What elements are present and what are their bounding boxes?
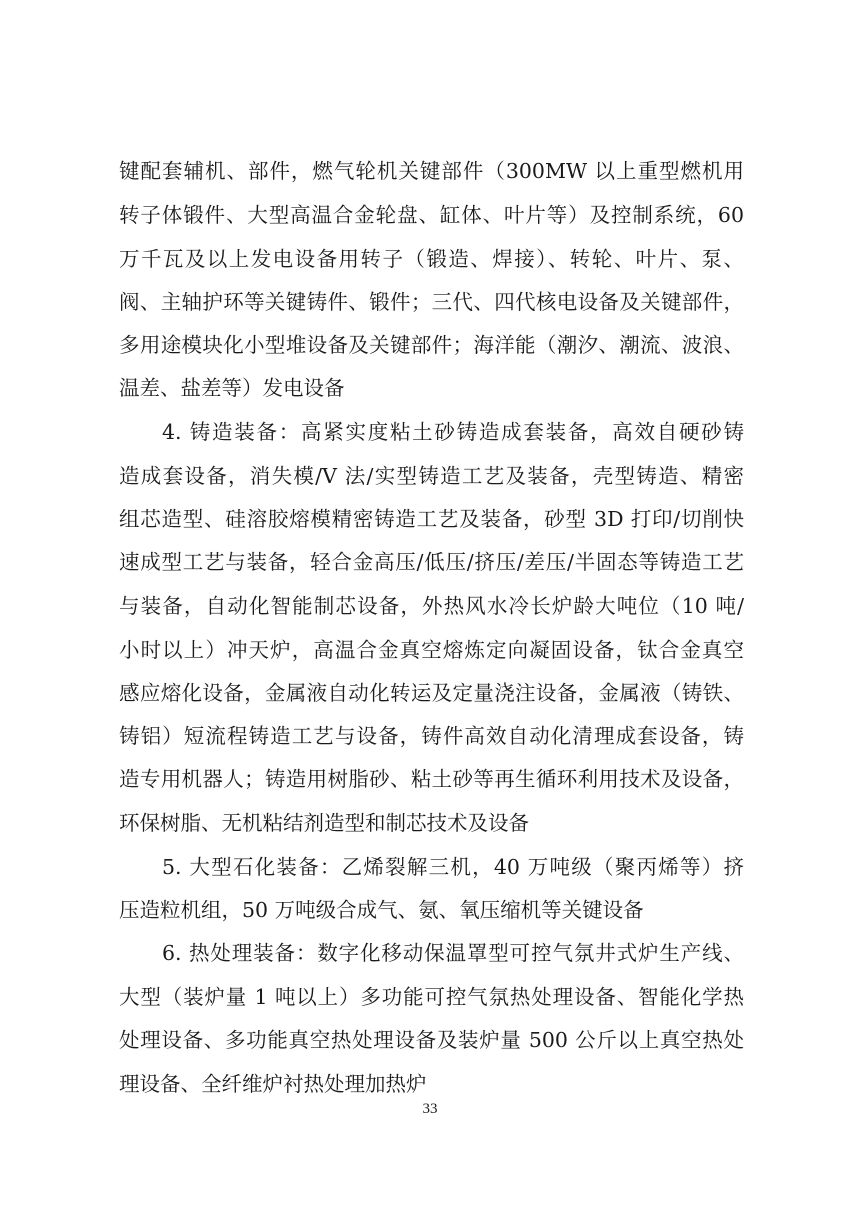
text-line: 与装备，自动化智能制芯设备，外热风水冷长炉龄大吨位（10 吨/ (119, 594, 744, 618)
text-line: 造成套设备，消失模/V 法/实型铸造工艺及装备，壳型铸造、精密 (119, 464, 744, 488)
text-line: 铸铝）短流程铸造工艺与设备，铸件高效自动化清理成套设备，铸 (119, 724, 744, 748)
text-line: 大型（装炉量 1 吨以上）多功能可控气氛热处理设备、智能化学热 (119, 985, 744, 1009)
text-line: 处理设备、多功能真空热处理设备及装炉量 500 公斤以上真空热处 (119, 1028, 744, 1052)
text-line: 组芯造型、硅溶胶熔模精密铸造工艺及装备，砂型 3D 打印/切削快 (119, 507, 744, 531)
text-line: 理设备、全纤维炉衬热处理加热炉 (119, 1072, 427, 1096)
paragraph-heading-line: 4. 铸造装备：高紧实度粘土砂铸造成套装备，高效自硬砂铸 (162, 420, 744, 444)
text-line: 速成型工艺与装备，轻合金高压/低压/挤压/差压/半固态等铸造工艺 (119, 550, 744, 574)
text-line: 多用途模块化小型堆设备及关键部件；海洋能（潮汐、潮流、波浪、 (119, 333, 744, 357)
text-line: 环保树脂、无机粘结剂造型和制芯技术及设备 (119, 811, 529, 835)
text-line: 阀、主轴护环等关键铸件、锻件；三代、四代核电设备及关键部件， (119, 290, 744, 314)
text-line: 万千瓦及以上发电设备用转子（锻造、焊接）、转轮、叶片、泵、 (119, 247, 744, 271)
text-line: 造专用机器人；铸造用树脂砂、粘土砂等再生循环利用技术及设备， (119, 767, 744, 791)
text-line: 感应熔化设备，金属液自动化转运及定量浇注设备，金属液（铸铁、 (119, 681, 744, 705)
text-line: 温差、盐差等）发电设备 (119, 376, 345, 400)
text-line: 小时以上）冲天炉，高温合金真空熔炼定向凝固设备，钛合金真空 (119, 638, 744, 662)
page-number: 33 (422, 1101, 438, 1117)
paragraph-heading-line: 6. 热处理装备：数字化移动保温罩型可控气氛井式炉生产线、 (162, 941, 744, 965)
text-line: 转子体锻件、大型高温合金轮盘、缸体、叶片等）及控制系统，60 (119, 203, 744, 227)
text-line: 键配套辅机、部件，燃气轮机关键部件（300MW 以上重型燃机用 (119, 159, 744, 183)
paragraph-heading-line: 5. 大型石化装备：乙烯裂解三机，40 万吨级（聚丙烯等）挤 (162, 855, 744, 879)
text-line: 压造粒机组，50 万吨级合成气、氨、氧压缩机等关键设备 (119, 898, 644, 922)
